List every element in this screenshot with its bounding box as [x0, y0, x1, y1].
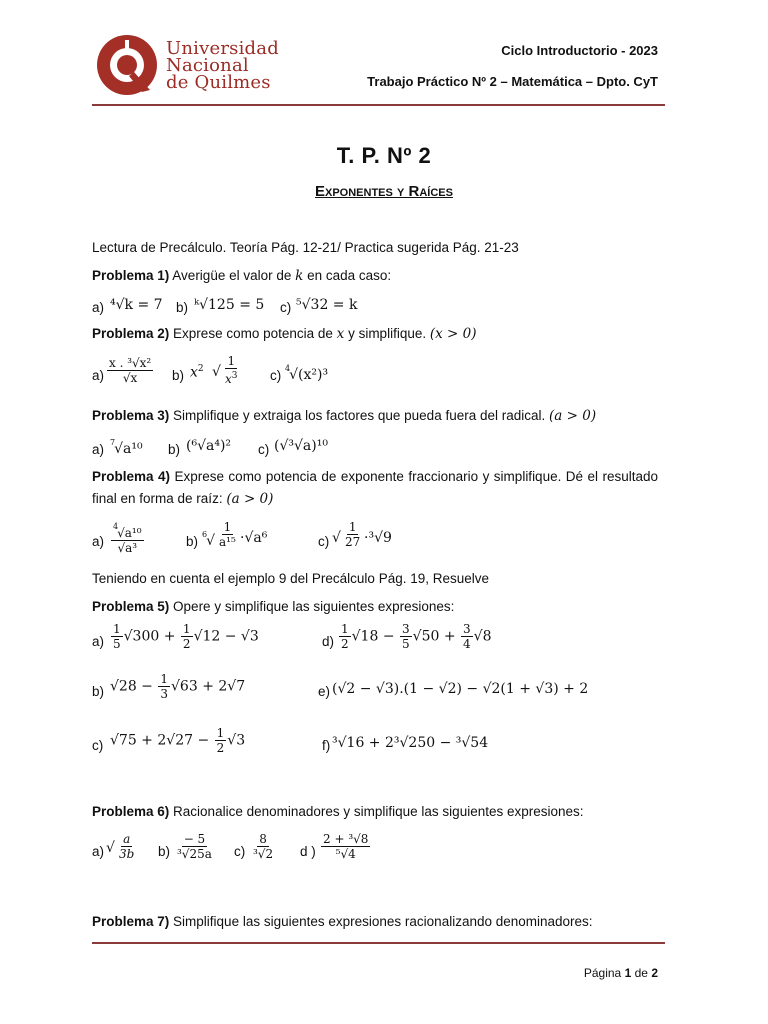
problem-6-items: a) √ $\frac{a}{3b}$ b) $\frac{- 5}{\text{³√25a}}$ c) $\frac{8}{\text{³√2}}$ d ) $\frac{\text{2 + ³√8}}{\text{⁵√4}}$	[92, 832, 369, 861]
university-logo-text: Universidad Nacional de Quilmes	[166, 38, 279, 93]
header-divider	[92, 104, 665, 106]
problem-5-statement: Problema 5) Opere y simplifique las siguientes expresiones:	[92, 599, 455, 614]
page-subtitle: Exponentes y Raíces	[315, 183, 453, 200]
header-assignment: Trabajo Práctico Nº 2 – Matemática – Dpto. CyT	[367, 74, 658, 89]
problem-3-items: a) $^7$√a¹⁰ b) (⁶√a⁴)² c) (√³√a)¹⁰	[92, 438, 328, 457]
problem-3-statement: Problema 3) Simplifique y extraiga los factores que pueda fuera del radical. (a > 0)	[92, 408, 597, 424]
problem-6-statement: Problema 6) Racionalice denominadores y simplifique las siguientes expresiones:	[92, 804, 584, 819]
footer-divider	[92, 942, 665, 944]
problem-4-items: a) $\frac{^4√a^{10}}{\text{√a³}}$ b) $^6$√ $\frac{1}{\text{a¹⁵}}$ ·√a⁶ c) √ $\frac{1}{27}$ ·³√9	[92, 520, 392, 555]
problem-7-statement: Problema 7) Simplifique las siguientes expresiones racionalizando denominadores:	[92, 914, 593, 929]
problem-4-statement: Problema 4) Exprese como potencia de exponente fraccionario y simplifique. Dé el resultado final en forma de raíz: (a > 0)	[92, 469, 658, 507]
problem-5-items: a) $\frac{1}{5}$ √300 + $\frac{1}{2}$ √12 − √3 d) $\frac{1}{2}$ √18 − $\frac{3}{5}$ √50 + $\frac{3}{4}$ √8 b) √28 − $\frac{1}{3}$ √63 + 2√7 e) (√2 − √3).(1 − √2) − √2(1 + √3) + 2 c) √75 + 2√27 − $\frac{1}{2}$ √3 f) ³√16 + 2³√250 − ³√54	[92, 622, 589, 755]
header-course: Ciclo Introductorio - 2023	[501, 43, 658, 58]
page-title: T. P. Nº 2	[336, 143, 432, 168]
university-logo-icon	[96, 34, 158, 96]
problem-1-statement: Problema 1) Averigüe el valor de k en cada caso:	[92, 268, 392, 284]
problem-1-items: a) ⁴√k = 7 b) ᵏ√125 = 5 c) ⁵√32 = k	[92, 297, 358, 315]
page-number: Página 1 de 2	[583, 966, 658, 980]
problem-2-statement: Problema 2) Exprese como potencia de x y simplifique. (x > 0)	[92, 326, 477, 342]
reading-note: Lectura de Precálculo. Teoría Pág. 12-21/ Practica sugerida Pág. 21-23	[92, 240, 519, 255]
problem-2-items: a) $\frac{\text{x . ³√x²}}{√x}$ b) $x^2$ √ $\frac{1}{x^3}$ c) $^4$√(x²)³	[92, 354, 329, 386]
example-note: Teniendo en cuenta el ejemplo 9 del Precálculo Pág. 19, Resuelve	[92, 571, 490, 586]
